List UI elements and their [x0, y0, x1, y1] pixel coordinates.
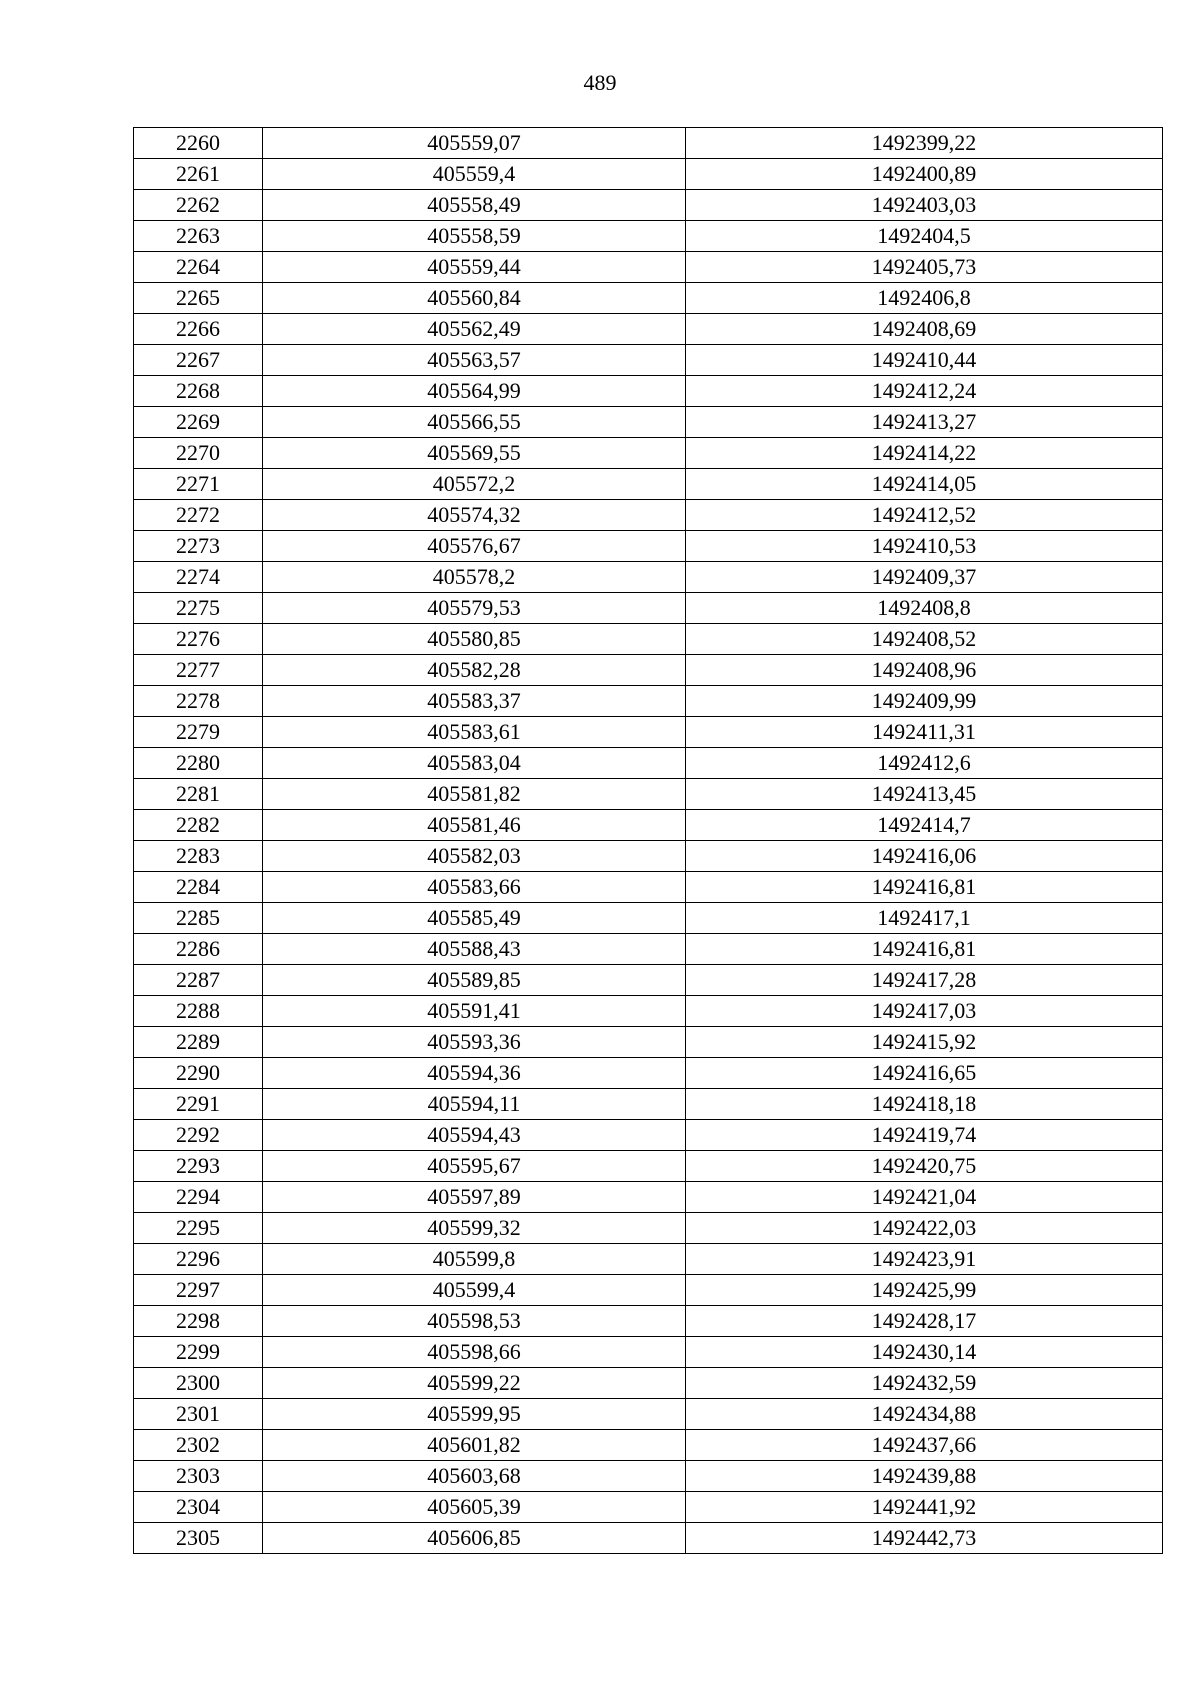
y-coordinate-cell: 1492423,91: [686, 1244, 1163, 1275]
x-coordinate-cell: 405581,46: [263, 810, 686, 841]
y-coordinate-cell: 1492439,88: [686, 1461, 1163, 1492]
point-number-cell: 2260: [134, 128, 263, 159]
table-row: [134, 438, 1163, 469]
x-coordinate-cell: 405585,49: [263, 903, 686, 934]
y-coordinate-cell: 1492409,99: [686, 686, 1163, 717]
x-coordinate-cell: 405583,37: [263, 686, 686, 717]
x-coordinate-cell: 405598,53: [263, 1306, 686, 1337]
y-coordinate-cell: 1492417,03: [686, 996, 1163, 1027]
point-number-cell: 2262: [134, 190, 263, 221]
table-row: [134, 1523, 1163, 1554]
point-number-cell: 2281: [134, 779, 263, 810]
point-number-cell: 2288: [134, 996, 263, 1027]
x-coordinate-cell: 405558,59: [263, 221, 686, 252]
x-coordinate-cell: 405591,41: [263, 996, 686, 1027]
y-coordinate-cell: 1492408,96: [686, 655, 1163, 686]
x-coordinate-cell: 405574,32: [263, 500, 686, 531]
table-row: [134, 407, 1163, 438]
point-number-cell: 2283: [134, 841, 263, 872]
x-coordinate-cell: 405578,2: [263, 562, 686, 593]
y-coordinate-cell: 1492430,14: [686, 1337, 1163, 1368]
table-row: [134, 1244, 1163, 1275]
x-coordinate-cell: 405583,04: [263, 748, 686, 779]
x-coordinate-cell: 405601,82: [263, 1430, 686, 1461]
table-row: [134, 1058, 1163, 1089]
x-coordinate-cell: 405606,85: [263, 1523, 686, 1554]
y-coordinate-cell: 1492414,22: [686, 438, 1163, 469]
table-row: [134, 872, 1163, 903]
x-coordinate-cell: 405564,99: [263, 376, 686, 407]
point-number-cell: 2275: [134, 593, 263, 624]
x-coordinate-cell: 405562,49: [263, 314, 686, 345]
table-row: [134, 1492, 1163, 1523]
x-coordinate-cell: 405598,66: [263, 1337, 686, 1368]
x-coordinate-cell: 405580,85: [263, 624, 686, 655]
x-coordinate-cell: 405560,84: [263, 283, 686, 314]
table-row: [134, 841, 1163, 872]
x-coordinate-cell: 405595,67: [263, 1151, 686, 1182]
table-row: [134, 1027, 1163, 1058]
table-row: [134, 1120, 1163, 1151]
point-number-cell: 2299: [134, 1337, 263, 1368]
x-coordinate-cell: 405579,53: [263, 593, 686, 624]
x-coordinate-cell: 405597,89: [263, 1182, 686, 1213]
point-number-cell: 2300: [134, 1368, 263, 1399]
table-row: [134, 655, 1163, 686]
table-row: [134, 1089, 1163, 1120]
y-coordinate-cell: 1492412,24: [686, 376, 1163, 407]
table-row: [134, 1182, 1163, 1213]
point-number-cell: 2266: [134, 314, 263, 345]
table-row: [134, 252, 1163, 283]
y-coordinate-cell: 1492416,81: [686, 934, 1163, 965]
y-coordinate-cell: 1492399,22: [686, 128, 1163, 159]
y-coordinate-cell: 1492416,65: [686, 1058, 1163, 1089]
point-number-cell: 2298: [134, 1306, 263, 1337]
table-row: [134, 810, 1163, 841]
y-coordinate-cell: 1492437,66: [686, 1430, 1163, 1461]
y-coordinate-cell: 1492413,27: [686, 407, 1163, 438]
table-row: [134, 717, 1163, 748]
x-coordinate-cell: 405582,28: [263, 655, 686, 686]
coordinates-table-body: [134, 128, 1163, 1554]
point-number-cell: 2271: [134, 469, 263, 500]
table-row: [134, 1399, 1163, 1430]
y-coordinate-cell: 1492408,8: [686, 593, 1163, 624]
y-coordinate-cell: 1492412,52: [686, 500, 1163, 531]
table-row: [134, 376, 1163, 407]
point-number-cell: 2265: [134, 283, 263, 314]
y-coordinate-cell: 1492413,45: [686, 779, 1163, 810]
y-coordinate-cell: 1492414,05: [686, 469, 1163, 500]
y-coordinate-cell: 1492409,37: [686, 562, 1163, 593]
x-coordinate-cell: 405583,61: [263, 717, 686, 748]
point-number-cell: 2269: [134, 407, 263, 438]
y-coordinate-cell: 1492434,88: [686, 1399, 1163, 1430]
x-coordinate-cell: 405594,36: [263, 1058, 686, 1089]
y-coordinate-cell: 1492422,03: [686, 1213, 1163, 1244]
x-coordinate-cell: 405599,4: [263, 1275, 686, 1306]
table-row: [134, 779, 1163, 810]
y-coordinate-cell: 1492410,53: [686, 531, 1163, 562]
point-number-cell: 2273: [134, 531, 263, 562]
table-row: [134, 624, 1163, 655]
y-coordinate-cell: 1492418,18: [686, 1089, 1163, 1120]
x-coordinate-cell: 405559,4: [263, 159, 686, 190]
table-row: [134, 593, 1163, 624]
point-number-cell: 2295: [134, 1213, 263, 1244]
table-row: [134, 1368, 1163, 1399]
x-coordinate-cell: 405599,32: [263, 1213, 686, 1244]
point-number-cell: 2289: [134, 1027, 263, 1058]
point-number-cell: 2270: [134, 438, 263, 469]
y-coordinate-cell: 1492419,74: [686, 1120, 1163, 1151]
table-row: [134, 500, 1163, 531]
point-number-cell: 2291: [134, 1089, 263, 1120]
x-coordinate-cell: 405603,68: [263, 1461, 686, 1492]
x-coordinate-cell: 405582,03: [263, 841, 686, 872]
y-coordinate-cell: 1492414,7: [686, 810, 1163, 841]
y-coordinate-cell: 1492425,99: [686, 1275, 1163, 1306]
table-row: [134, 1275, 1163, 1306]
table-row: [134, 996, 1163, 1027]
point-number-cell: 2287: [134, 965, 263, 996]
y-coordinate-cell: 1492405,73: [686, 252, 1163, 283]
point-number-cell: 2285: [134, 903, 263, 934]
y-coordinate-cell: 1492404,5: [686, 221, 1163, 252]
point-number-cell: 2302: [134, 1430, 263, 1461]
table-row: [134, 345, 1163, 376]
point-number-cell: 2261: [134, 159, 263, 190]
point-number-cell: 2297: [134, 1275, 263, 1306]
coordinates-table: [133, 127, 1163, 1554]
point-number-cell: 2290: [134, 1058, 263, 1089]
point-number-cell: 2277: [134, 655, 263, 686]
point-number-cell: 2286: [134, 934, 263, 965]
x-coordinate-cell: 405563,57: [263, 345, 686, 376]
point-number-cell: 2293: [134, 1151, 263, 1182]
point-number-cell: 2292: [134, 1120, 263, 1151]
y-coordinate-cell: 1492406,8: [686, 283, 1163, 314]
y-coordinate-cell: 1492400,89: [686, 159, 1163, 190]
table-row: [134, 469, 1163, 500]
point-number-cell: 2305: [134, 1523, 263, 1554]
y-coordinate-cell: 1492416,81: [686, 872, 1163, 903]
y-coordinate-cell: 1492417,1: [686, 903, 1163, 934]
point-number-cell: 2274: [134, 562, 263, 593]
y-coordinate-cell: 1492442,73: [686, 1523, 1163, 1554]
y-coordinate-cell: 1492421,04: [686, 1182, 1163, 1213]
y-coordinate-cell: 1492408,69: [686, 314, 1163, 345]
point-number-cell: 2267: [134, 345, 263, 376]
x-coordinate-cell: 405588,43: [263, 934, 686, 965]
x-coordinate-cell: 405581,82: [263, 779, 686, 810]
x-coordinate-cell: 405599,22: [263, 1368, 686, 1399]
x-coordinate-cell: 405599,95: [263, 1399, 686, 1430]
y-coordinate-cell: 1492408,52: [686, 624, 1163, 655]
x-coordinate-cell: 405559,44: [263, 252, 686, 283]
point-number-cell: 2282: [134, 810, 263, 841]
point-number-cell: 2296: [134, 1244, 263, 1275]
table-row: [134, 965, 1163, 996]
y-coordinate-cell: 1492410,44: [686, 345, 1163, 376]
point-number-cell: 2294: [134, 1182, 263, 1213]
table-row: [134, 314, 1163, 345]
x-coordinate-cell: 405566,55: [263, 407, 686, 438]
point-number-cell: 2284: [134, 872, 263, 903]
y-coordinate-cell: 1492416,06: [686, 841, 1163, 872]
x-coordinate-cell: 405589,85: [263, 965, 686, 996]
x-coordinate-cell: 405594,11: [263, 1089, 686, 1120]
point-number-cell: 2264: [134, 252, 263, 283]
x-coordinate-cell: 405559,07: [263, 128, 686, 159]
table-row: [134, 903, 1163, 934]
point-number-cell: 2268: [134, 376, 263, 407]
point-number-cell: 2304: [134, 1492, 263, 1523]
table-row: [134, 128, 1163, 159]
y-coordinate-cell: 1492441,92: [686, 1492, 1163, 1523]
table-row: [134, 934, 1163, 965]
y-coordinate-cell: 1492411,31: [686, 717, 1163, 748]
point-number-cell: 2280: [134, 748, 263, 779]
y-coordinate-cell: 1492417,28: [686, 965, 1163, 996]
point-number-cell: 2301: [134, 1399, 263, 1430]
point-number-cell: 2272: [134, 500, 263, 531]
x-coordinate-cell: 405599,8: [263, 1244, 686, 1275]
table-row: [134, 686, 1163, 717]
y-coordinate-cell: 1492403,03: [686, 190, 1163, 221]
y-coordinate-cell: 1492420,75: [686, 1151, 1163, 1182]
x-coordinate-cell: 405572,2: [263, 469, 686, 500]
point-number-cell: 2263: [134, 221, 263, 252]
y-coordinate-cell: 1492415,92: [686, 1027, 1163, 1058]
table-row: [134, 562, 1163, 593]
table-row: [134, 1306, 1163, 1337]
x-coordinate-cell: 405583,66: [263, 872, 686, 903]
table-row: [134, 1151, 1163, 1182]
x-coordinate-cell: 405569,55: [263, 438, 686, 469]
x-coordinate-cell: 405594,43: [263, 1120, 686, 1151]
table-row: [134, 1461, 1163, 1492]
table-row: [134, 190, 1163, 221]
point-number-cell: 2278: [134, 686, 263, 717]
page-number: 489: [583, 70, 617, 95]
y-coordinate-cell: 1492412,6: [686, 748, 1163, 779]
x-coordinate-cell: 405576,67: [263, 531, 686, 562]
table-row: [134, 159, 1163, 190]
point-number-cell: 2276: [134, 624, 263, 655]
table-row: [134, 1430, 1163, 1461]
table-row: [134, 1213, 1163, 1244]
table-row: [134, 283, 1163, 314]
point-number-cell: 2279: [134, 717, 263, 748]
table-row: [134, 1337, 1163, 1368]
table-row: [134, 531, 1163, 562]
table-row: [134, 748, 1163, 779]
x-coordinate-cell: 405605,39: [263, 1492, 686, 1523]
y-coordinate-cell: 1492428,17: [686, 1306, 1163, 1337]
table-row: [134, 221, 1163, 252]
x-coordinate-cell: 405593,36: [263, 1027, 686, 1058]
y-coordinate-cell: 1492432,59: [686, 1368, 1163, 1399]
point-number-cell: 2303: [134, 1461, 263, 1492]
x-coordinate-cell: 405558,49: [263, 190, 686, 221]
